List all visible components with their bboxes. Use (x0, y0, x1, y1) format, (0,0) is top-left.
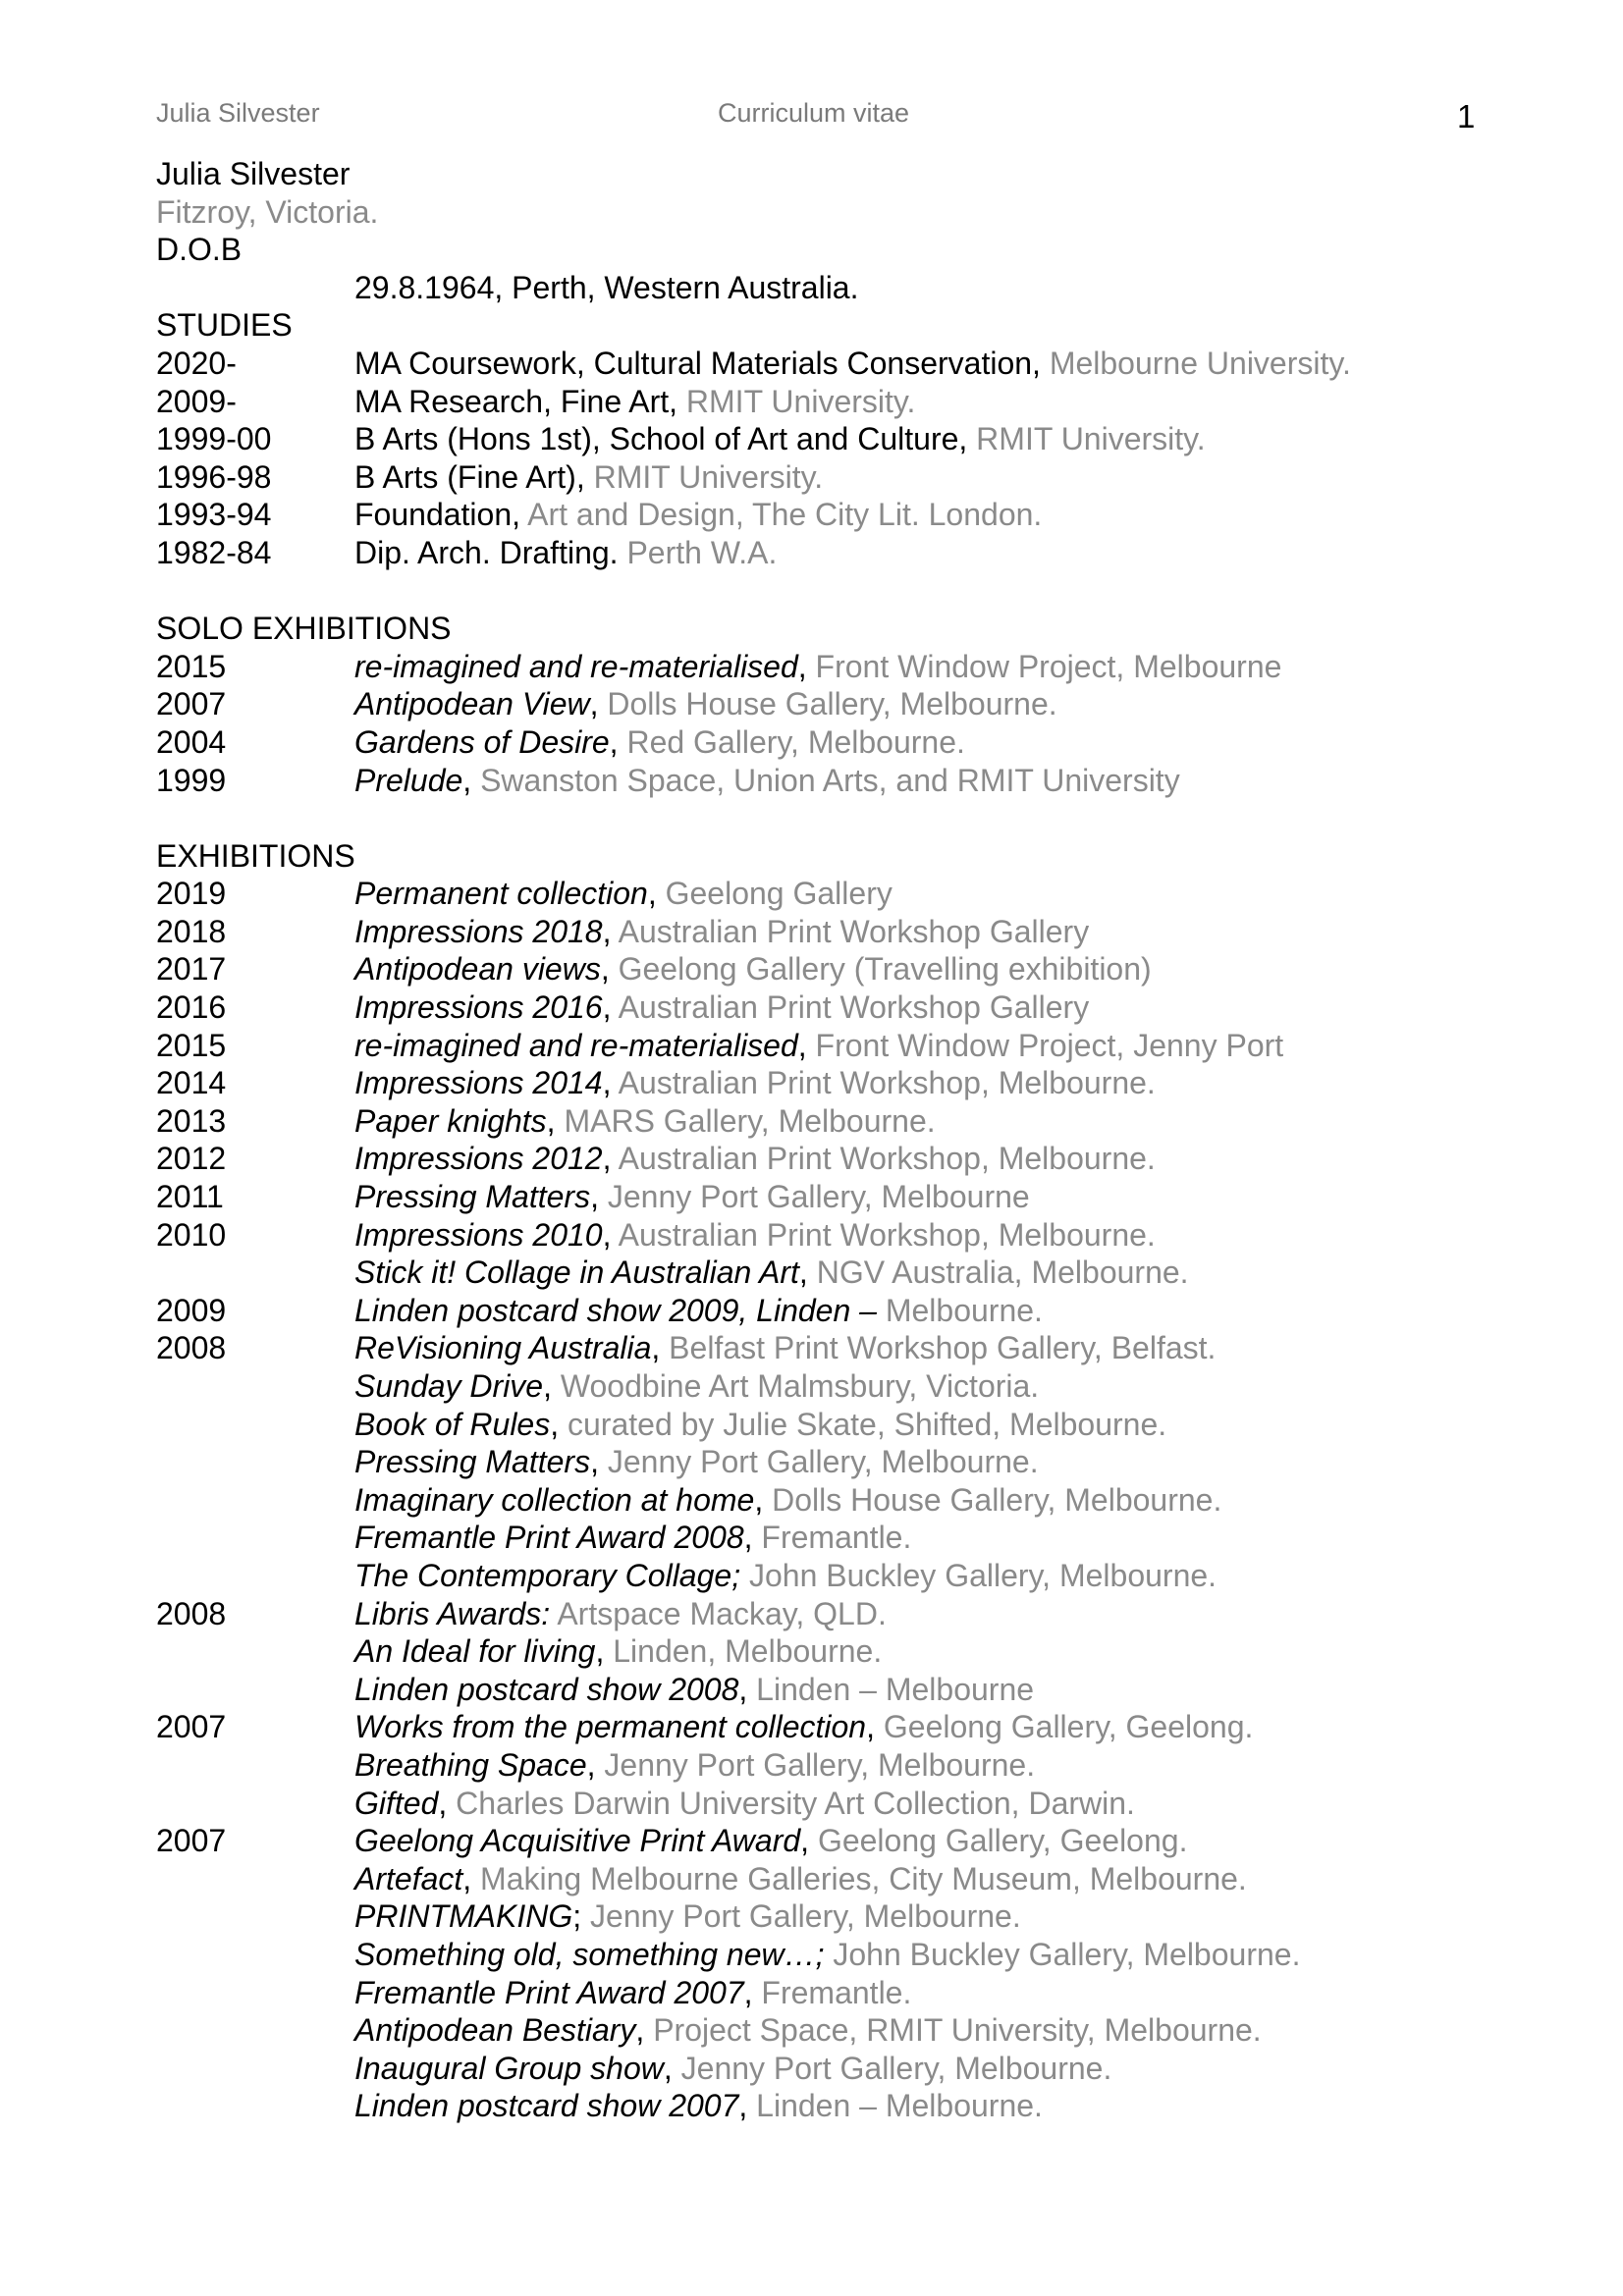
entry-separator: , (512, 497, 528, 533)
entry-title: Impressions 2016 (354, 989, 603, 1026)
exhibition-row (156, 1102, 1550, 1141)
entry-separator: , (602, 913, 619, 949)
study-row (156, 458, 1550, 497)
entry-text (354, 1632, 1550, 1671)
entry-detail: Jenny Port Gallery, Melbourne (607, 1179, 1030, 1215)
entry-detail: Charles Darwin University Art Collection, Darwin. (456, 1785, 1135, 1821)
entry-separator: , (595, 1633, 614, 1670)
entry-detail: Australian Print Workshop, Melbourne. (618, 1141, 1156, 1177)
entry-title: Pressing Matters (354, 1444, 591, 1480)
exhibition-row (156, 1292, 1550, 1330)
entry-text (354, 1785, 1550, 1823)
entry-separator: , (438, 1785, 457, 1821)
entry-title: Pressing Matters (354, 1179, 591, 1215)
entry-detail: RMIT University. (593, 458, 824, 495)
entry-detail: Woodbine Art Malmsbury, Victoria. (560, 1368, 1040, 1404)
solo-exhibition-row (156, 723, 1550, 762)
exhibition-row (156, 1027, 1550, 1065)
entry-separator: , (589, 686, 608, 722)
exhibition-row (156, 1671, 1550, 1709)
entry-year (156, 2087, 354, 2125)
entry-title: Impressions 2018 (354, 913, 603, 949)
entry-year: 1999-00 (156, 421, 272, 457)
entry-detail: NGV Australia, Melbourne. (816, 1255, 1189, 1291)
entry-detail: Australian Print Workshop, Melbourne. (618, 1065, 1156, 1101)
entry-text (354, 1178, 1550, 1216)
entry-year (156, 2050, 354, 2088)
exhibition-row (156, 1216, 1550, 1255)
entry-text (354, 875, 1550, 913)
entry-year (156, 1746, 354, 1785)
entry-text (354, 685, 1550, 723)
entry-detail: Melbourne. (885, 1292, 1043, 1328)
entry-text (354, 1443, 1550, 1481)
entry-title: Stick it! Collage in Australian Art (354, 1255, 799, 1291)
entry-separator: , (462, 762, 481, 798)
entry-year (156, 1785, 354, 1823)
entry-title: Fremantle Print Award 2007 (354, 1974, 744, 2010)
entry-year (156, 1443, 354, 1481)
entry-separator: , (602, 989, 619, 1026)
entry-year (156, 1406, 354, 1444)
entry-title: re-imagined and re-materialised (354, 648, 798, 684)
entry-year (156, 1936, 354, 1974)
cv-location: Fitzroy, Victoria. (156, 193, 379, 230)
entry-text (354, 1406, 1550, 1444)
entry-separator (877, 1293, 886, 1328)
entry-detail: Australian Print Workshop Gallery (618, 913, 1090, 949)
entry-title: MA Research, Fine Art (354, 383, 670, 419)
page-number: 1 (1457, 98, 1476, 134)
entry-separator: ; (572, 1898, 591, 1935)
entry-detail: Red Gallery, Melbourne. (626, 723, 965, 760)
entry-separator: , (586, 1746, 605, 1783)
entry-title: Dip. Arch. Drafting. (354, 534, 619, 570)
entry-detail: curated by Julie Skate, Shifted, Melbourne. (568, 1406, 1167, 1442)
entry-separator: , (797, 648, 816, 684)
entry-text (354, 345, 1550, 383)
exhibitions-heading: EXHIBITIONS (156, 837, 355, 874)
exhibition-row (156, 950, 1550, 988)
entry-title: Impressions 2012 (354, 1141, 603, 1177)
entry-text (354, 1708, 1550, 1746)
entry-title: Works from the permanent collection (354, 1709, 867, 1745)
entry-text (354, 1367, 1550, 1406)
entry-text (354, 496, 1550, 534)
entry-separator: , (743, 1974, 762, 2010)
entry-detail: Fremantle. (761, 1974, 912, 2010)
exhibition-row (156, 1140, 1550, 1178)
entry-title: Something old, something new…; (354, 1936, 825, 1972)
exhibition-row (156, 2087, 1550, 2125)
entry-year (156, 1519, 354, 1557)
exhibition-row (156, 1708, 1550, 1746)
cv-document (156, 155, 1550, 2125)
entry-text (354, 1064, 1550, 1102)
entry-text (354, 723, 1550, 762)
exhibition-row (156, 1822, 1550, 1860)
entry-text (354, 1481, 1550, 1520)
entry-year: 2018 (156, 913, 227, 949)
entry-year (156, 1557, 354, 1595)
solo-heading: SOLO EXHIBITIONS (156, 611, 452, 647)
entry-text (354, 1254, 1550, 1292)
entry-text (354, 2050, 1550, 2088)
exhibition-row (156, 1557, 1550, 1595)
exhibition-row (156, 875, 1550, 913)
entry-detail: Jenny Port Gallery, Melbourne. (607, 1444, 1039, 1480)
entry-text (354, 1860, 1550, 1898)
entry-year (156, 1632, 354, 1671)
entry-year: 2010 (156, 1216, 227, 1253)
entry-separator: , (635, 2012, 654, 2049)
entry-text (354, 762, 1550, 800)
entry-detail: Australian Print Workshop, Melbourne. (618, 1216, 1156, 1253)
entry-title: Libris Awards: (354, 1595, 551, 1631)
exhibition-row (156, 1595, 1550, 1633)
entry-year (156, 1671, 354, 1709)
entry-detail: Artspace Mackay, QLD. (557, 1595, 887, 1631)
spacer (156, 799, 1550, 837)
entry-detail: Jenny Port Gallery, Melbourne. (680, 2050, 1112, 2086)
entry-title: Permanent collection (354, 876, 648, 912)
entry-separator (740, 1558, 749, 1593)
entry-detail: Fremantle. (761, 1520, 912, 1556)
entry-title: Linden postcard show 2009, Linden – (354, 1292, 877, 1328)
entry-separator: , (462, 1860, 481, 1896)
entry-separator: , (609, 723, 627, 760)
entry-detail: Geelong Gallery (665, 876, 893, 912)
solo-exhibitions-list (156, 648, 1550, 799)
exhibition-row (156, 1254, 1550, 1292)
solo-exhibition-row (156, 648, 1550, 686)
entry-year (156, 1897, 354, 1936)
entry-separator: , (550, 1406, 568, 1442)
entry-separator: , (958, 421, 977, 457)
entry-title: Linden postcard show 2007 (354, 2088, 739, 2124)
entry-detail: Front Window Project, Jenny Port (815, 1027, 1284, 1063)
exhibitions-list (156, 875, 1550, 2125)
entry-text (354, 1557, 1550, 1595)
entry-year: 2014 (156, 1065, 227, 1101)
entry-title: Sunday Drive (354, 1368, 544, 1404)
entry-year: 1996-98 (156, 458, 272, 495)
entry-separator: , (590, 1444, 608, 1480)
entry-separator: , (669, 383, 686, 419)
entry-separator: , (800, 1823, 818, 1859)
studies-list (156, 345, 1550, 572)
entry-text (354, 383, 1550, 421)
entry-detail: Linden – Melbourne (756, 1671, 1035, 1707)
entry-text (354, 1746, 1550, 1785)
entry-year: 2007 (156, 686, 227, 722)
entry-title: Linden postcard show 2008 (354, 1671, 739, 1707)
exhibition-row (156, 988, 1550, 1027)
entry-year: 1999 (156, 762, 227, 798)
exhibition-row (156, 1519, 1550, 1557)
entry-title: Impressions 2014 (354, 1065, 603, 1101)
solo-exhibition-row (156, 685, 1550, 723)
entry-year: 2016 (156, 989, 227, 1026)
entry-text (354, 1027, 1550, 1065)
entry-separator: , (798, 1255, 817, 1291)
entry-text (354, 1595, 1550, 1633)
entry-title: Impressions 2010 (354, 1216, 603, 1253)
entry-text (354, 2011, 1550, 2050)
entry-year: 2015 (156, 648, 227, 684)
entry-separator: , (546, 1102, 565, 1139)
exhibition-row (156, 913, 1550, 951)
entry-year: 2015 (156, 1027, 227, 1063)
exhibition-row (156, 1481, 1550, 1520)
entry-year: 2007 (156, 1823, 227, 1859)
exhibition-row (156, 1443, 1550, 1481)
entry-detail: Australian Print Workshop Gallery (618, 989, 1090, 1026)
entry-detail: Belfast Print Workshop Gallery, Belfast. (669, 1330, 1217, 1366)
entry-detail: Front Window Project, Melbourne (815, 648, 1282, 684)
entry-year: 1993-94 (156, 497, 272, 533)
entry-year (156, 1481, 354, 1520)
entry-text (354, 1936, 1550, 1974)
entry-year: 2020- (156, 345, 237, 381)
entry-detail: Jenny Port Gallery, Melbourne. (590, 1898, 1021, 1935)
entry-title: Book of Rules (354, 1406, 551, 1442)
entry-year (156, 1254, 354, 1292)
entry-separator: , (1032, 345, 1050, 381)
entry-text (354, 1671, 1550, 1709)
study-row (156, 534, 1550, 572)
entry-separator: , (738, 1671, 757, 1707)
entry-detail: Dolls House Gallery, Melbourne. (772, 1481, 1222, 1518)
entry-text (354, 1102, 1550, 1141)
study-row (156, 383, 1550, 421)
exhibition-row (156, 1936, 1550, 1974)
exhibition-row (156, 1632, 1550, 1671)
entry-year: 2009- (156, 383, 237, 419)
entry-text (354, 1292, 1550, 1330)
entry-separator: , (575, 458, 594, 495)
entry-text (354, 2087, 1550, 2125)
solo-exhibition-row (156, 762, 1550, 800)
studies-heading: STUDIES (156, 307, 293, 344)
entry-text (354, 1519, 1550, 1557)
entry-separator: , (602, 1065, 619, 1101)
entry-text (354, 1974, 1550, 2012)
entry-text (354, 1329, 1550, 1367)
exhibition-row (156, 1860, 1550, 1898)
entry-separator: , (543, 1368, 561, 1404)
study-row (156, 420, 1550, 458)
spacer (156, 572, 1550, 611)
entry-separator: , (754, 1481, 773, 1518)
entry-text (354, 1822, 1550, 1860)
entry-text (354, 420, 1550, 458)
entry-detail: Geelong Gallery, Geelong. (817, 1823, 1188, 1859)
exhibition-row (156, 1746, 1550, 1785)
entry-detail: Perth W.A. (626, 534, 778, 570)
entry-title: Antipodean views (354, 951, 601, 988)
exhibition-row (156, 2050, 1550, 2088)
entry-year: 2011 (156, 1179, 224, 1215)
entry-separator: , (647, 876, 666, 912)
entry-title: MA Coursework, Cultural Materials Conservation (354, 345, 1033, 381)
entry-detail: Melbourne University. (1049, 345, 1351, 381)
entry-detail: Jenny Port Gallery, Melbourne. (604, 1746, 1036, 1783)
entry-title: PRINTMAKING (354, 1898, 573, 1935)
entry-text (354, 648, 1550, 686)
entry-separator: , (590, 1179, 608, 1215)
entry-title: B Arts (Hons 1st), School of Art and Culture (354, 421, 959, 457)
entry-title: Breathing Space (354, 1746, 587, 1783)
entry-title: B Arts (Fine Art) (354, 458, 576, 495)
entry-title: Artefact (354, 1860, 463, 1896)
entry-text (354, 1216, 1550, 1255)
entry-separator: , (663, 2050, 681, 2086)
cv-name: Julia Silvester (156, 156, 351, 191)
entry-separator: , (600, 951, 619, 988)
entry-detail: RMIT University. (685, 383, 916, 419)
entry-year: 2012 (156, 1141, 227, 1177)
entry-detail: John Buckley Gallery, Melbourne. (833, 1936, 1301, 1972)
entry-year: 2019 (156, 876, 227, 912)
entry-separator: , (602, 1141, 619, 1177)
exhibition-row (156, 1178, 1550, 1216)
entry-separator: , (738, 2088, 757, 2124)
entry-title: Gifted (354, 1785, 439, 1821)
entry-detail: Geelong Gallery (Travelling exhibition) (618, 951, 1152, 988)
entry-title: Fremantle Print Award 2008 (354, 1520, 744, 1556)
entry-year (156, 2011, 354, 2050)
exhibition-row (156, 1064, 1550, 1102)
entry-title: An Ideal for living (354, 1633, 596, 1670)
dob-label: D.O.B (156, 232, 243, 268)
entry-detail: Geelong Gallery, Geelong. (883, 1709, 1254, 1745)
entry-title: Antipodean Bestiary (354, 2012, 636, 2049)
entry-year: 2008 (156, 1595, 227, 1631)
entry-title: Geelong Acquisitive Print Award (354, 1823, 801, 1859)
entry-detail: Linden, Melbourne. (613, 1633, 883, 1670)
entry-title: Inaugural Group show (354, 2050, 664, 2086)
entry-year: 1982-84 (156, 534, 272, 570)
entry-title: Prelude (354, 762, 463, 798)
entry-detail: Linden – Melbourne. (756, 2088, 1043, 2124)
entry-separator: , (602, 1216, 619, 1253)
entry-text (354, 988, 1550, 1027)
entry-title: re-imagined and re-materialised (354, 1027, 798, 1063)
entry-separator: , (743, 1520, 762, 1556)
header-author: Julia Silvester (156, 98, 320, 128)
entry-year (156, 1367, 354, 1406)
entry-detail: John Buckley Gallery, Melbourne. (748, 1557, 1217, 1593)
entry-title: The Contemporary Collage; (354, 1557, 741, 1593)
entry-detail: Dolls House Gallery, Melbourne. (607, 686, 1057, 722)
exhibition-row (156, 1974, 1550, 2012)
entry-year: 2009 (156, 1292, 227, 1328)
entry-year: 2007 (156, 1709, 227, 1745)
entry-text (354, 1140, 1550, 1178)
entry-year: 2013 (156, 1102, 227, 1139)
study-row (156, 496, 1550, 534)
entry-text (354, 534, 1550, 572)
entry-year (156, 1974, 354, 2012)
exhibition-row (156, 1329, 1550, 1367)
exhibition-row (156, 1406, 1550, 1444)
entry-year: 2017 (156, 951, 227, 988)
entry-separator: , (651, 1330, 670, 1366)
exhibition-row (156, 2011, 1550, 2050)
entry-detail: Making Melbourne Galleries, City Museum, Melbourne. (480, 1860, 1247, 1896)
entry-detail: RMIT University. (976, 421, 1206, 457)
entry-separator: , (797, 1027, 816, 1063)
entry-text (354, 458, 1550, 497)
entry-title: ReVisioning Australia (354, 1330, 652, 1366)
exhibition-row (156, 1785, 1550, 1823)
entry-title: Foundation (354, 497, 513, 533)
entry-title: Imaginary collection at home (354, 1481, 755, 1518)
entry-detail: Art and Design, The City Lit. London. (527, 497, 1043, 533)
entry-text (354, 1897, 1550, 1936)
entry-detail: MARS Gallery, Melbourne. (564, 1102, 936, 1139)
dob-value: 29.8.1964, Perth, Western Australia. (354, 269, 859, 305)
entry-year: 2004 (156, 723, 227, 760)
entry-title: Gardens of Desire (354, 723, 610, 760)
entry-detail: Project Space, RMIT University, Melbourne. (653, 2012, 1262, 2049)
entry-year: 2008 (156, 1330, 227, 1366)
header-title: Curriculum vitae (718, 98, 910, 128)
entry-title: Paper knights (354, 1102, 547, 1139)
entry-year (156, 1860, 354, 1898)
entry-title: Antipodean View (354, 686, 590, 722)
entry-separator: , (866, 1709, 884, 1745)
study-row (156, 345, 1550, 383)
entry-text (354, 950, 1550, 988)
exhibition-row (156, 1367, 1550, 1406)
entry-detail: Swanston Space, Union Arts, and RMIT University (480, 762, 1180, 798)
exhibition-row (156, 1897, 1550, 1936)
entry-text (354, 913, 1550, 951)
